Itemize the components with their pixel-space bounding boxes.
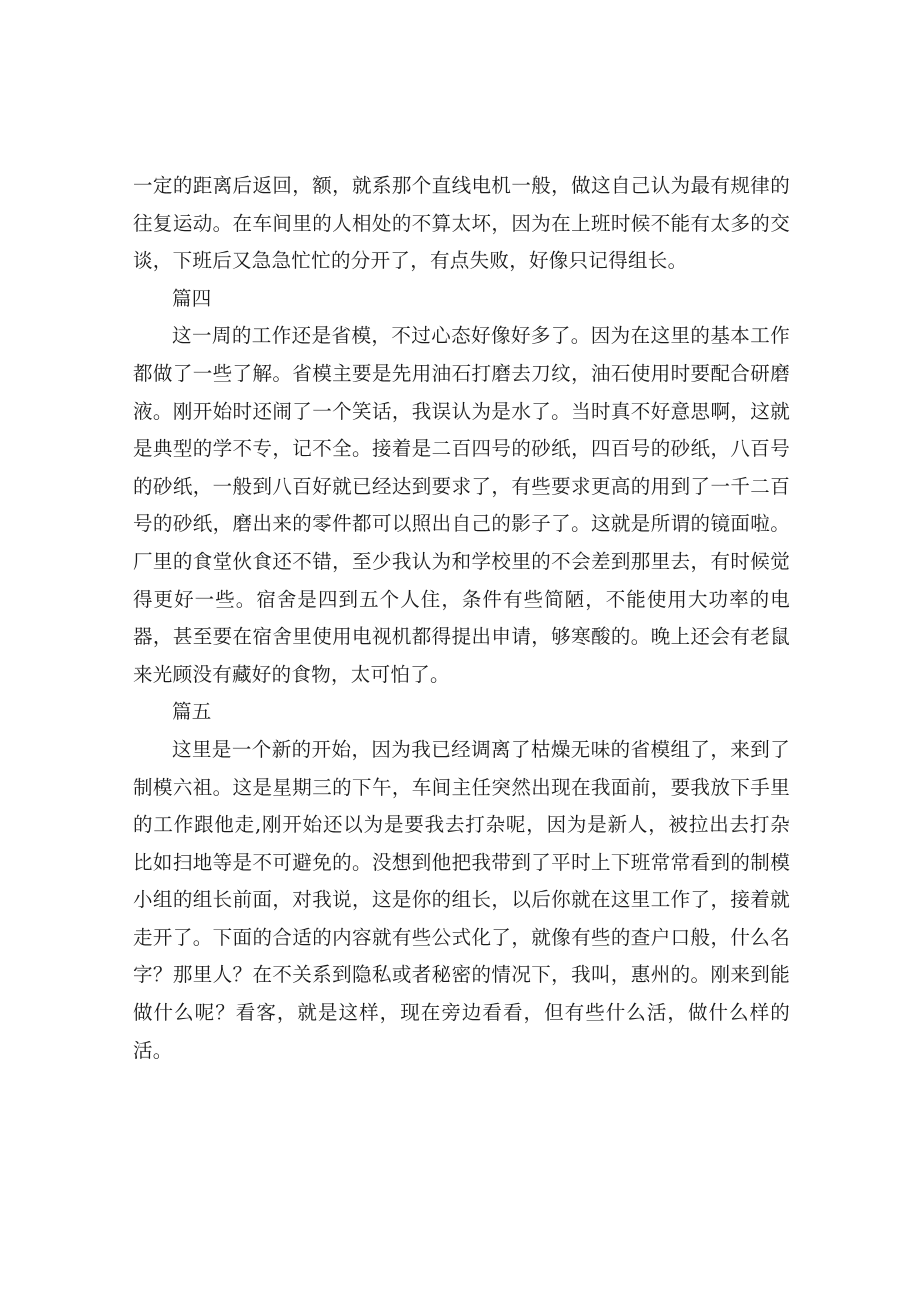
continuation-paragraph: 一定的距离后返回，额，就系那个直线电机一般，做这自己认为最有规律的往复运动。在车间里的人相处的不算太坏，因为在上班时候不能有太多的交谈，下班后又急急忙忙的分开了，有点失败，好像只记得组长。 [133,174,790,273]
section-body-4: 这一周的工作还是省模，不过心态好像好多了。因为在这里的基本工作都做了一些了解。省模主要是先用油石打磨去刀纹，油石使用时要配合研磨液。刚开始时还闹了一个笑话，我误认为是水了。当时真不好意思啊，这就是典型的学不专，记不全。接着是二百四号的砂纸，四百号的砂纸，八百号的砂纸，一般到八百好就已经达到要求了，有些要求更高的用到了一千二百号的砂纸，磨出来的零件都可以照出自己的影子了。这就是所谓的镜面啦。厂里的食堂伙食还不错，至少我认为和学校里的不会差到那里去，有时候觉得更好一些。宿舍是四到五个人住，条件有些简陋，不能使用大功率的电器，甚至要在宿舍里使用电视机都得提出申请，够寒酸的。晚上还会有老鼠来光顾没有藏好的食物，太可怕了。 [133,324,790,686]
section-body-5: 这里是一个新的开始，因为我已经调离了枯燥无味的省模组了，来到了制模六祖。这是星期三的下午，车间主任突然出现在我面前，要我放下手里的工作跟他走,刚开始还以为是要我去打杂呢，因为是新人，被拉出去打杂比如扫地等是不可避免的。没想到他把我带到了平时上下班常常看到的制模小组的组长前面，对我说，这是你的组长，以后你就在这里工作了，接着就走开了。下面的合适的内容就有些公式化了，就像有些的查户口般，什么名字？那里人？在不关系到隐私或者秘密的情况下，我叫，惠州的。刚来到能做什么呢？看客，就是这样，现在旁边看看，但有些什么活，做什么样的活。 [133,737,790,1062]
document-body [133,167,790,1069]
section-heading-5: 篇五 [172,700,212,724]
section-heading-4: 篇四 [172,286,212,310]
